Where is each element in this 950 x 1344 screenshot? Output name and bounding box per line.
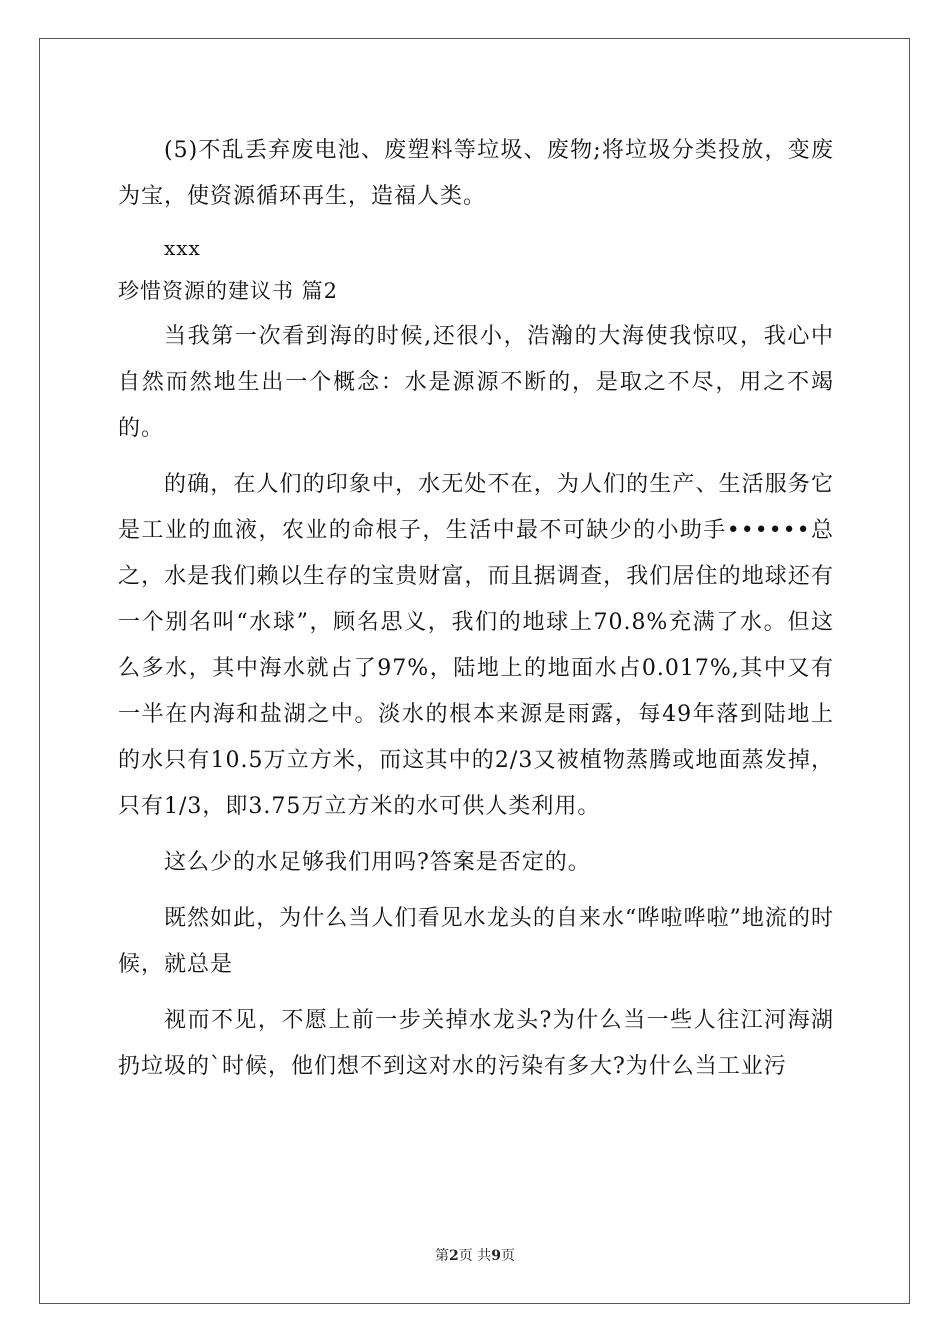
signature: xxx	[164, 236, 201, 260]
paragraph: 视而不见，不愿上前一步关掉水龙头?为什么当一些人往江河海湖扔垃圾的`时候，他们想不到这对水的污染有多大?为什么当工业污	[118, 1008, 834, 1079]
section-title: 珍惜资源的建议书 篇2	[118, 279, 339, 303]
paragraph: 这么少的水足够我们用吗?答案是否定的。	[164, 850, 591, 875]
paragraph: 的确，在人们的印象中，水无处不在，为人们的生产、生活服务它是工业的血液，农业的命根子，生活中最不可缺少的小助手••••••总之，水是我们赖以生存的宝贵财富，而且据调查，我们居住的地球还有一个别名叫“水球”，顾名思义，我们的地球上70.8%充满了水。但这么多水，其中海水就占了97%，陆地上的地面水占0.017%,其中又有一半在内海和盐湖之中。淡水的根本来源是雨露，每49年落到陆地上的水只有10.5万立方米，而这其中的2/3又被植物蒸腾或地面蒸发掉，只有1/3，即3.75万立方米的水可供人类利用。	[118, 472, 834, 819]
paragraph-item-5: (5)不乱丢弃废电池、废塑料等垃圾、废物;将垃圾分类投放，变废为宝，使资源循环再生，造福人类。	[118, 138, 834, 209]
paragraph: 当我第一次看到海的时候,还很小，浩瀚的大海使我惊叹，我心中自然而然地生出一个概念：水是源源不断的，是取之不尽，用之不竭的。	[118, 324, 834, 441]
page-footer	[0, 1245, 950, 1265]
footer-middle: 页 共	[458, 1248, 492, 1264]
paragraph: 既然如此，为什么当人们看见水龙头的自来水“哗啦哗啦”地流的时候，就总是	[118, 906, 834, 977]
current-page-number: 2	[449, 1248, 459, 1264]
document-body	[118, 128, 834, 1090]
total-page-number: 9	[491, 1248, 501, 1264]
footer-suffix: 页	[500, 1248, 515, 1264]
footer-prefix: 第	[435, 1248, 450, 1264]
